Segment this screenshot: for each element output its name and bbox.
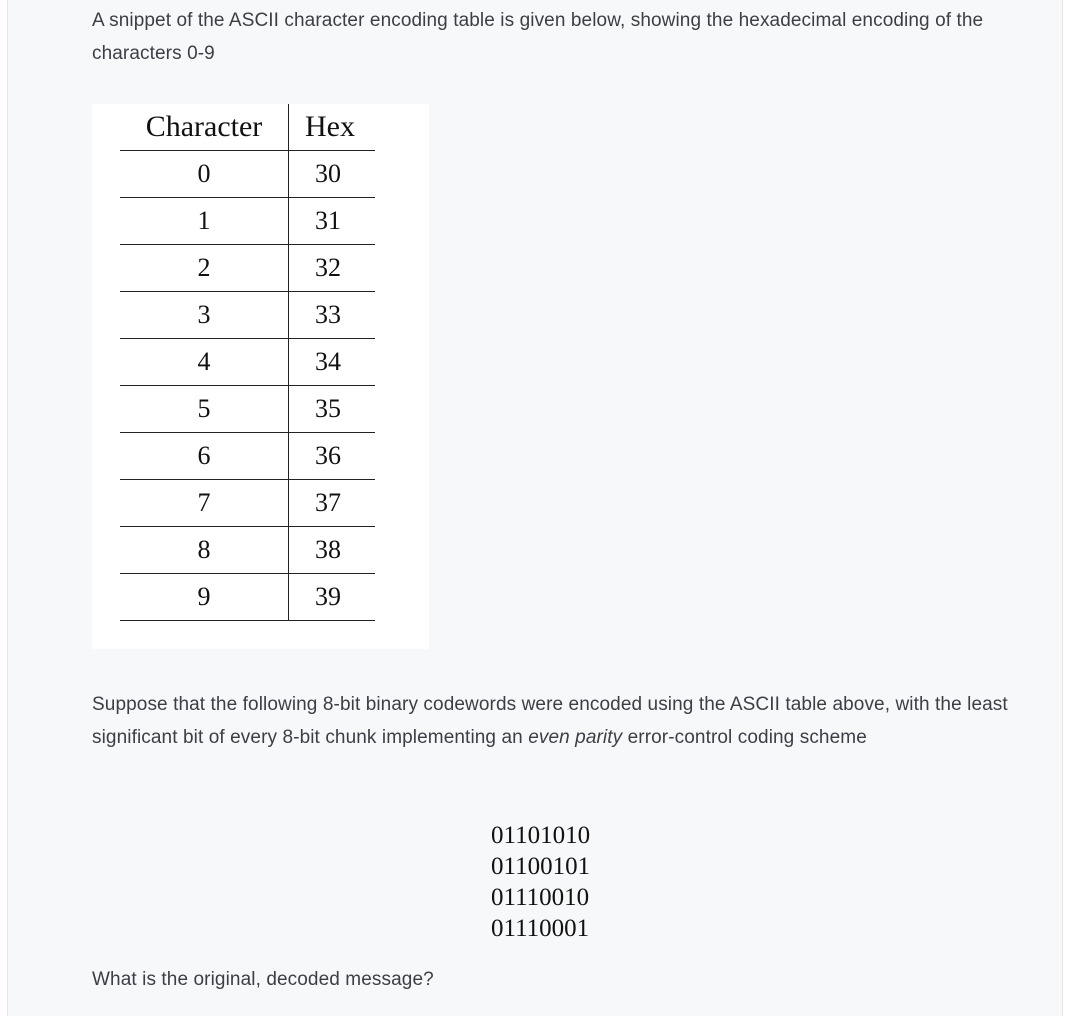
table-row [120, 386, 375, 433]
table-row [120, 574, 375, 621]
table-row [120, 292, 375, 339]
hex-cell: 33 [289, 292, 376, 339]
character-cell: 1 [120, 198, 289, 245]
hex-cell: 37 [289, 480, 376, 527]
codeword-list [491, 820, 590, 944]
table-row [120, 433, 375, 480]
table-row [120, 480, 375, 527]
table-row [120, 527, 375, 574]
hex-cell: 39 [289, 574, 376, 621]
character-cell: 0 [120, 151, 289, 198]
content-panel [7, 0, 1063, 1016]
intro-paragraph: A snippet of the ASCII character encoding table is given below, showing the hexadecimal encoding of the characters 0-9 [92, 10, 984, 64]
character-cell: 6 [120, 433, 289, 480]
character-cell: 3 [120, 292, 289, 339]
ascii-table-image [92, 104, 429, 649]
table-row [120, 339, 375, 386]
hex-cell: 36 [289, 433, 376, 480]
character-cell: 2 [120, 245, 289, 292]
problem-text-after: error-control coding scheme [622, 726, 867, 748]
codeword: 01110010 [491, 884, 590, 911]
column-header-hex: Hex [289, 104, 376, 151]
hex-cell: 31 [289, 198, 376, 245]
problem-emphasis: even parity [528, 726, 623, 748]
question-text: What is the original, decoded message? [92, 969, 434, 990]
hex-cell: 30 [289, 151, 376, 198]
character-cell: 8 [120, 527, 289, 574]
codeword: 01110001 [491, 915, 590, 942]
ascii-table [120, 104, 375, 621]
table-row [120, 245, 375, 292]
hex-cell: 38 [289, 527, 376, 574]
character-cell: 5 [120, 386, 289, 433]
codeword: 01101010 [491, 822, 591, 849]
hex-cell: 34 [289, 339, 376, 386]
character-cell: 4 [120, 339, 289, 386]
codeword: 01100101 [491, 853, 591, 880]
hex-cell: 32 [289, 245, 376, 292]
hex-cell: 35 [289, 386, 376, 433]
problem-text-before: Suppose that the following 8-bit binary codewords were encoded using the ASCII table above, with the least significant bit of every 8-bit chunk implementing an [92, 694, 1008, 748]
table-row [120, 151, 375, 198]
character-cell: 7 [120, 480, 289, 527]
problem-paragraph [92, 689, 1022, 754]
table-row [120, 198, 375, 245]
character-cell: 9 [120, 574, 289, 621]
column-header-character: Character [120, 104, 289, 151]
table-header-row [120, 104, 375, 151]
